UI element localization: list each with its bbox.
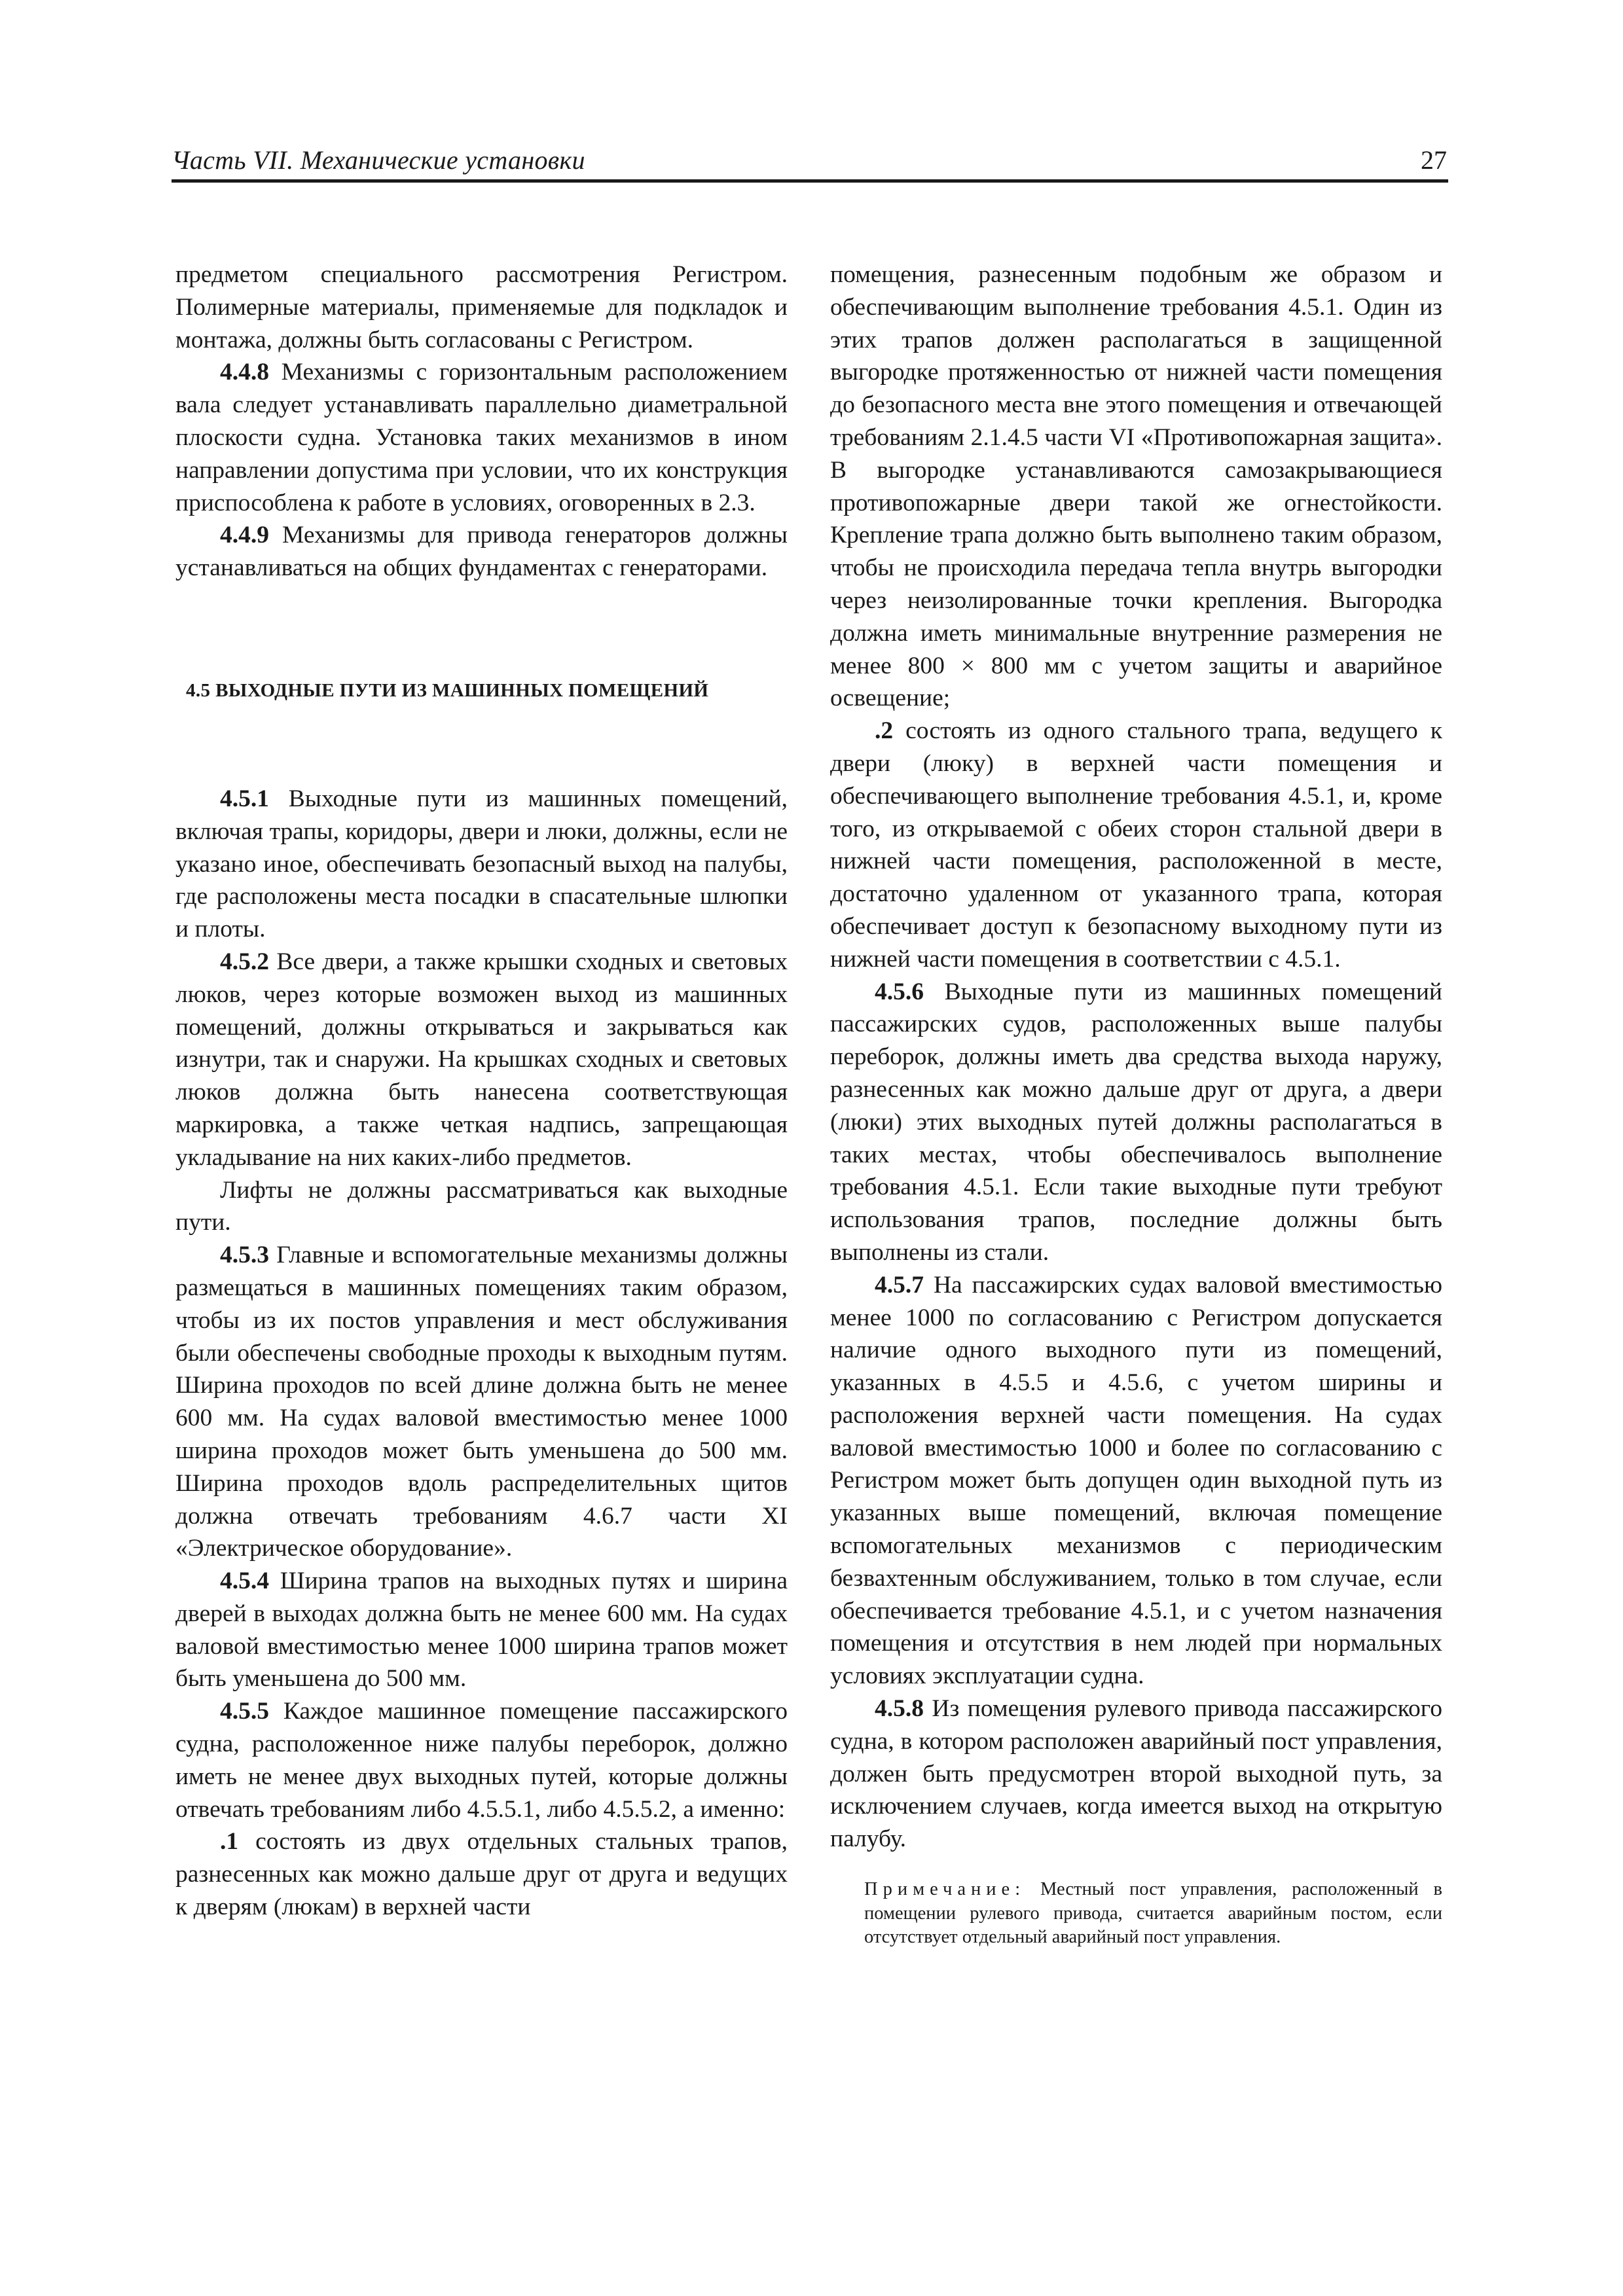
paragraph-text: предметом специального рассмотрения Регистром. Полимерные материалы, применяемые для подкладок и монтажа, должны быть согласованы с Регистром. bbox=[175, 261, 788, 353]
paragraph-4-5-8 bbox=[830, 1693, 1442, 1856]
clause-number: 4.4.8 bbox=[220, 359, 269, 386]
left-column bbox=[175, 259, 788, 1924]
paragraph-text: Выходные пути из машинных помещений, включая трапы, коридоры, двери и люки, должны, если не указано иное, обеспечивать безопасный выход на палубы, где расположены места посадки в спасательные шлюпки и плоты. bbox=[175, 785, 788, 943]
clause-number: 4.5.1 bbox=[220, 785, 269, 812]
clause-number: 4.5.2 bbox=[220, 948, 269, 975]
note-text: Местный пост управления, расположенный в помещении рулевого привода, считается аварийным постом, если отсутствует отдельный аварийный пост управления. bbox=[864, 1879, 1442, 1948]
paragraph-continuation bbox=[175, 259, 788, 356]
section-heading: 4.5 ВЫХОДНЫЕ ПУТИ ИЗ МАШИННЫХ ПОМЕЩЕНИЙ bbox=[186, 679, 709, 701]
paragraph-4-5-6 bbox=[830, 976, 1442, 1269]
paragraph-text: помещения, разнесенным подобным же образом и обеспечивающим выполнение требования 4.5.1. Один из этих трапов должен располагаться в защищенной выгородке протяженностью от нижней части помещения до безопасного места вне этого помещения и отвечающей требованиям 2.1.4.5 части VI «Противопожарная защита». В выгородке устанавливаются самозакрывающиеся противопожарные двери такой же огнестойкости. Крепление трапа должно быть выполнено таким образом, чтобы не происходила передача тепла внутрь выгородки через неизолированные точки крепления. Выгородка должна иметь минимальные внутренние размерения не менее 800 × 800 мм с учетом защиты и аварийное освещение; bbox=[830, 261, 1442, 712]
list-item-1 bbox=[175, 1825, 788, 1923]
paragraph-4-5-7 bbox=[830, 1269, 1442, 1693]
paragraph-text: Механизмы для привода генераторов должны устанавливаться на общих фундаментах с генераторами. bbox=[175, 522, 788, 582]
paragraph-lifts bbox=[175, 1174, 788, 1240]
clause-number: 4.4.9 bbox=[220, 522, 269, 549]
clause-number: 4.5.3 bbox=[220, 1242, 269, 1269]
paragraph-4-5-5 bbox=[175, 1695, 788, 1825]
paragraph-4-5-4 bbox=[175, 1565, 788, 1695]
paragraph-text: Все двери, а также крышки сходных и световых люков, через которые возможен выход из машинных помещений, должны открываться и закрываться как изнутри, так и снаружи. На крышках сходных и световых люков должна быть нанесена соответствующая маркировка, а также четкая надпись, запрещающая укладывание на них каких-либо предметов. bbox=[175, 948, 788, 1171]
paragraph-4-5-3 bbox=[175, 1239, 788, 1565]
paragraph-text: На пассажирских судах валовой вместимостью менее 1000 по согласованию с Регистром допускается наличие одного выходного пути из помещений, указанных в 4.5.5 и 4.5.6, с учетом ширины и расположения верхней части помещения. На судах валовой вместимостью 1000 и более по согласованию с Регистром может быть допущен один выходной путь из указанных выше помещений, включая помещение вспомогательных механизмов с периодическим безвахтенным обслуживанием, только в том случае, если обеспечивается требование 4.5.1, и с учетом назначения помещения и отсутствия в нем людей при нормальных условиях эксплуатации судна. bbox=[830, 1271, 1442, 1690]
paragraph-continuation bbox=[830, 259, 1442, 715]
paragraph-text: Ширина трапов на выходных путях и ширина дверей в выходах должна быть не менее 600 мм. На судах валовой вместимостью менее 1000 ширина трапов может быть уменьшена до 500 мм. bbox=[175, 1568, 788, 1693]
list-item-2 bbox=[830, 715, 1442, 975]
paragraph-text: Каждое машинное помещение пассажирского судна, расположенное ниже палубы переборок, должно иметь не менее двух выходных путей, которые должны отвечать требованиям либо 4.5.5.1, либо 4.5.5.2, а именно: bbox=[175, 1698, 788, 1823]
clause-number: 4.5.7 bbox=[875, 1271, 924, 1299]
running-header bbox=[172, 143, 1448, 183]
clause-number: 4.5.4 bbox=[220, 1568, 269, 1595]
right-column bbox=[830, 259, 1442, 1950]
paragraph-4-4-8 bbox=[175, 356, 788, 519]
clause-number: 4.5.8 bbox=[875, 1695, 924, 1723]
paragraph-text: состоять из двух отдельных стальных трапов, разнесенных как можно дальше друг от друга и ведущих к дверям (люкам) в верхней части bbox=[175, 1828, 788, 1921]
paragraph-4-4-9 bbox=[175, 519, 788, 584]
clause-number: 4.5.6 bbox=[875, 978, 924, 1005]
clause-number: 4.5.5 bbox=[220, 1698, 269, 1725]
paragraph-text: Главные и вспомогательные механизмы должны размещаться в машинных помещениях таким образом, чтобы из их постов управления и мест обслуживания были обеспечены свободные проходы к выходным путям. Ширина проходов по всей длине должна быть не менее 600 мм. На судах валовой вместимостью менее 1000 ширина проходов может быть уменьшена до 500 мм. Ширина проходов вдоль распределительных щитов должна отвечать требованиям 4.6.7 части XI «Электрическое оборудование». bbox=[175, 1242, 788, 1562]
paragraph-text: состоять из одного стального трапа, ведущего к двери (люку) в верхней части помещения и обеспечивающего выполнение требования 4.5.1, и, кроме того, из открываемой с обеих сторон стальной двери в нижней части помещения, расположенной в месте, достаточно удаленном от указанного трапа, которая обеспечивает доступ к безопасному выходному пути из нижней части помещения в соответствии с 4.5.1. bbox=[830, 717, 1442, 973]
item-number: .2 bbox=[875, 717, 894, 745]
paragraph-4-5-1 bbox=[175, 783, 788, 946]
note-block bbox=[830, 1878, 1442, 1950]
paragraph-text: Выходные пути из машинных помещений пассажирских судов, расположенных выше палубы переборок, должны иметь два средства выхода наружу, разнесенных как можно дальше друг от друга, а двери (люки) этих выходных путей должны располагаться в таких местах, чтобы обеспечивалось выполнение требования 4.5.1. Если такие выходные пути требуют использования трапов, последние должны быть выполнены из стали. bbox=[830, 978, 1442, 1266]
paragraph-text: Из помещения рулевого привода пассажирского судна, в котором расположен аварийный пост управления, должен быть предусмотрен второй выходной путь, за исключением случаев, когда имеется выход на открытую палубу. bbox=[830, 1695, 1442, 1853]
paragraph-text: Механизмы с горизонтальным расположением вала следует устанавливать параллельно диаметральной плоскости судна. Установка таких механизмов в ином направлении допустима при условии, что их конструкция приспособлена к работе в условиях, оговоренных в 2.3. bbox=[175, 359, 788, 516]
paragraph-text: Лифты не должны рассматриваться как выходные пути. bbox=[175, 1176, 788, 1236]
page-number: 27 bbox=[1421, 145, 1447, 175]
item-number: .1 bbox=[220, 1828, 239, 1856]
note-label: Примечание: bbox=[864, 1879, 1026, 1900]
header-title: Часть VII. Механические установки bbox=[172, 145, 585, 175]
paragraph-4-5-2 bbox=[175, 946, 788, 1174]
